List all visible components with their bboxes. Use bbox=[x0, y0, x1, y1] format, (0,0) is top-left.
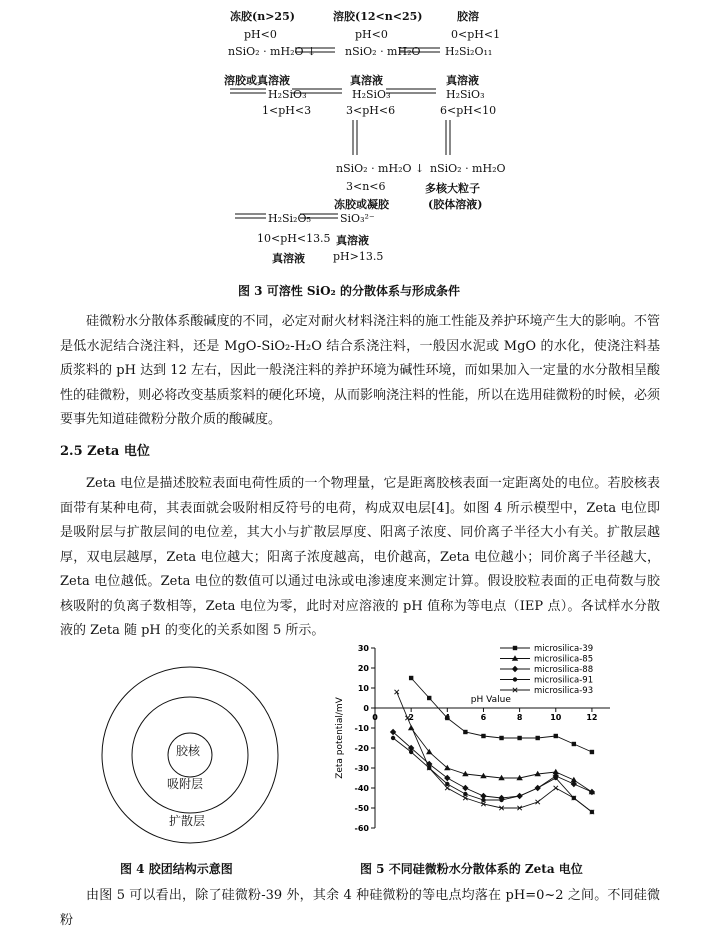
series-line-microsilica-93 bbox=[397, 692, 592, 812]
scheme-r1-c3-formula: H₂Si₂O₁₁ bbox=[445, 45, 493, 58]
scheme-r2-c2-ph: 3<pH<6 bbox=[346, 104, 396, 117]
fig4-diffuse-label: 扩散层 bbox=[169, 814, 206, 828]
data-point bbox=[535, 800, 539, 804]
fig4-core-label: 胶核 bbox=[176, 744, 201, 758]
x-tick-label: 8 bbox=[516, 713, 523, 722]
series-line-microsilica-88 bbox=[393, 732, 592, 798]
scheme-r2-c1-ph: 1<pH<3 bbox=[262, 104, 312, 117]
data-point bbox=[463, 730, 467, 734]
scheme-r1-c3-title: 胶溶 bbox=[457, 10, 479, 23]
scheme-r3-c2-line2: 3<n<6 bbox=[346, 180, 386, 193]
fig4-adsorb-label: 吸附层 bbox=[167, 777, 204, 791]
x-tick-label: 2 bbox=[408, 713, 414, 722]
y-tick-label: -40 bbox=[354, 784, 369, 793]
legend-label: microsilica-88 bbox=[534, 665, 594, 675]
scheme-r1-c2-formula: nSiO₂ · mH₂O bbox=[345, 45, 421, 58]
scheme-r2-c3-title: 真溶液 bbox=[446, 74, 479, 87]
scheme-r3-c2-line3: 冻胶或凝胶 bbox=[334, 198, 389, 211]
scheme-r2-c2-formula: H₂SiO₃ bbox=[352, 88, 391, 101]
x-tick-label: 10 bbox=[550, 713, 562, 722]
scheme-r1-c2-ph: pH<0 bbox=[355, 28, 388, 41]
scheme-r3-c3-line3: (胶体溶液) bbox=[428, 198, 483, 211]
section-title: 2.5 Zeta 电位 bbox=[60, 444, 150, 459]
data-point bbox=[481, 734, 485, 738]
fig5-chart bbox=[330, 640, 620, 840]
data-point bbox=[535, 736, 539, 740]
data-point bbox=[409, 750, 413, 754]
x-axis-label: pH Value bbox=[470, 695, 511, 705]
x-tick-label: 6 bbox=[480, 713, 487, 722]
scheme-r2-c3-ph: 6<pH<10 bbox=[440, 104, 497, 117]
paragraph-3: 由图 5 可以看出，除了硅微粉-39 外，其余 4 种硅微粉的等电点均落在 pH=0~2 之间。不同硅微粉 bbox=[60, 888, 660, 928]
scheme-r3-c2-formula: nSiO₂ · mH₂O ↓ bbox=[336, 162, 425, 175]
scheme-r3-c3-line2: 多核大粒子 bbox=[425, 182, 480, 195]
scheme-r1-c1-title: 冻胶(n>25) bbox=[230, 10, 295, 23]
scheme-r1-c1-ph: pH<0 bbox=[244, 28, 277, 41]
data-point bbox=[463, 796, 467, 800]
y-tick-label: -30 bbox=[354, 764, 369, 773]
data-point bbox=[517, 794, 521, 798]
fig3-caption: 图 3 可溶性 SiO₂ 的分散体系与形成条件 bbox=[238, 284, 460, 298]
x-tick-label: 12 bbox=[586, 713, 598, 722]
y-tick-label: 10 bbox=[357, 684, 369, 693]
scheme-r4-c1-formula: H₂Si₂O₅ bbox=[268, 212, 311, 225]
fig4-caption: 图 4 胶团结构示意图 bbox=[120, 862, 233, 876]
legend-label: microsilica-93 bbox=[534, 686, 594, 696]
data-point bbox=[554, 734, 558, 738]
data-point bbox=[462, 785, 468, 791]
legend-label: microsilica-91 bbox=[534, 675, 594, 686]
legend-marker bbox=[512, 666, 518, 672]
x-tick-label: 0 bbox=[372, 713, 378, 722]
scheme-arrows bbox=[0, 0, 713, 270]
data-point bbox=[499, 798, 503, 802]
scheme-r1-c1-formula: nSiO₂ · mH₂O ↓ bbox=[228, 45, 317, 58]
scheme-r1-c3-ph: 0<pH<1 bbox=[451, 28, 501, 41]
data-point bbox=[409, 676, 413, 680]
scheme-r2-c1-formula: H₂SiO₃ bbox=[268, 88, 307, 101]
paragraph-2: Zeta 电位是描述胶粒表面电荷性质的一个物理量，它是距离胶核表面一定距离处的电位。若胶核表面带有某种电荷，其表面就会吸附相反符号的电荷，构成双电层[4]。如图 4 所示模型中，Zeta 电位即是吸附层与扩散层间的电位差，其大小与扩散层厚度、阳离子浓度、同价离子半径大小有关。扩散层越厚，双电层越厚，Zeta 电位越大；阳离子浓度越高，电价越高，Zeta 电位越小；同价离子半径越大，Zeta 电位越低。Zeta 电位的数值可以通过电泳或电渗速度来测定计算。假设胶粒表面的正电荷数与胶核吸附的负离子数相等，Zeta 电位为零，此时对应溶液的 pH 值称为等电点（IEP 点）。各试样水分散液的 Zeta 随 pH 的变化的关系如图 5 所示。 bbox=[60, 476, 660, 638]
data-point bbox=[572, 742, 576, 746]
data-point bbox=[517, 736, 521, 740]
scheme-r4-c2-label: 真溶液 bbox=[336, 234, 369, 247]
legend-label: microsilica-39 bbox=[534, 644, 594, 654]
y-tick-label: 30 bbox=[357, 644, 369, 653]
data-point bbox=[554, 786, 558, 790]
data-point bbox=[481, 798, 485, 802]
data-point bbox=[590, 750, 594, 754]
data-point bbox=[535, 786, 539, 790]
data-point bbox=[499, 736, 503, 740]
paragraph-1: 硅微粉水分散体系酸碱度的不同，必定对耐火材料浇注料的施工性能及养护环境产生大的影响。不管是低水泥结合浇注料，还是 MgO-SiO₂-H₂O 结合系浇注料，一般因水泥或 MgO 的水化，使浇注料基质浆料的 pH 达到 12 左右，因此一般浇注料的养护环境为碱性环境，而如果加入一定量的水分散相呈酸性的硅微粉，则必将改变基质浆料的硬化环境，从而影响浇注料的性能，所以在选用硅微粉的时候，必须要事先知道硅微粉分散介质的酸碱度。 bbox=[60, 314, 660, 427]
scheme-r2-c1-title: 溶胶或真溶液 bbox=[224, 74, 290, 87]
chart-legend bbox=[500, 644, 593, 696]
data-point bbox=[427, 696, 431, 700]
y-tick-label: -50 bbox=[354, 804, 369, 813]
data-point bbox=[445, 786, 449, 790]
legend-marker bbox=[513, 677, 517, 681]
legend-marker bbox=[513, 646, 517, 650]
scheme-r4-c1-label: 真溶液 bbox=[272, 252, 305, 265]
scheme-r4-c2-ph: pH>13.5 bbox=[333, 250, 384, 263]
y-tick-label: 0 bbox=[363, 704, 369, 713]
data-point bbox=[445, 716, 449, 720]
y-tick-label: -60 bbox=[354, 824, 369, 833]
data-point bbox=[463, 792, 467, 796]
data-point bbox=[554, 776, 558, 780]
scheme-r4-c1-ph: 10<pH<13.5 bbox=[257, 232, 331, 245]
scheme-r2-c3-formula: H₂SiO₃ bbox=[446, 88, 485, 101]
y-tick-label: -10 bbox=[354, 724, 369, 733]
scheme-r3-c3-formula: nSiO₂ · mH₂O bbox=[430, 162, 506, 175]
fig5-caption: 图 5 不同硅微粉水分散体系的 Zeta 电位 bbox=[360, 862, 583, 876]
scheme-r2-c2-title: 真溶液 bbox=[350, 74, 383, 87]
data-point bbox=[589, 789, 595, 795]
y-axis-label: Zeta potential/mV bbox=[335, 697, 345, 779]
data-point bbox=[391, 736, 395, 740]
legend-label: microsilica-85 bbox=[534, 654, 594, 665]
data-point bbox=[445, 782, 449, 786]
y-tick-label: 20 bbox=[357, 664, 369, 673]
scheme-r1-c2-title: 溶胶(12<n<25) bbox=[333, 10, 423, 23]
y-tick-label: -20 bbox=[354, 744, 369, 753]
scheme-r4-c2-formula: SiO₃²⁻ bbox=[340, 212, 375, 225]
data-point bbox=[394, 690, 398, 694]
